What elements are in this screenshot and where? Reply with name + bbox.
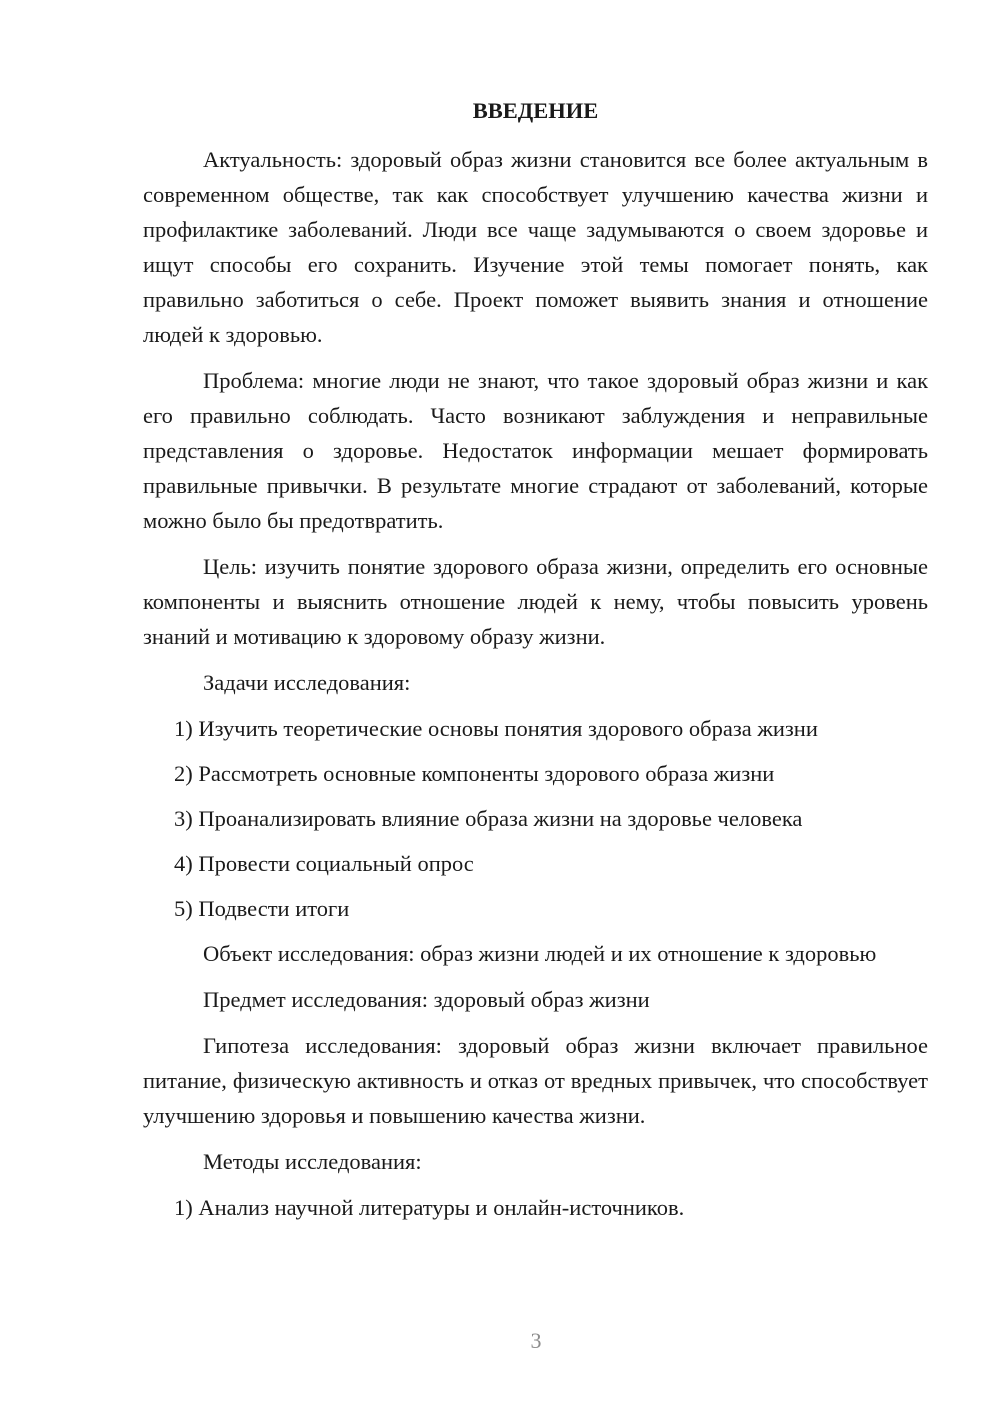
method-item: 1) Анализ научной литературы и онлайн-источников. (174, 1195, 685, 1220)
page-number: 3 (530, 1328, 542, 1353)
problem-paragraph: Проблема: многие люди не знают, что такое здоровый образ жизни и как его правильно соблюдать. Часто возникают заблуждения и неправильные представления о здоровье. Недостаток информации мешает формировать правильные привычки. В результате многие страдают от заболеваний, которые можно было бы предотвратить. (143, 368, 928, 533)
task-item: 1) Изучить теоретические основы понятия здорового образа жизни (174, 716, 818, 741)
relevance-paragraph: Актуальность: здоровый образ жизни становится все более актуальным в современном обществе, так как способствует улучшению качества жизни и профилактике заболеваний. Люди все чаще задумываются о своем здоровье и ищут способы его сохранить. Изучение этой темы помогает понять, как правильно заботиться о себе. Проект поможет выявить знания и отношение людей к здоровью. (143, 147, 928, 347)
task-item: 3) Проанализировать влияние образа жизни на здоровье человека (174, 806, 803, 831)
subject-paragraph: Предмет исследования: здоровый образ жизни (203, 987, 650, 1012)
goal-paragraph: Цель: изучить понятие здорового образа жизни, определить его основные компоненты и выяснить отношение людей к нему, чтобы повысить уровень знаний и мотивацию к здоровому образу жизни. (143, 554, 928, 649)
task-item: 5) Подвести итоги (174, 896, 350, 921)
object-paragraph: Объект исследования: образ жизни людей и их отношение к здоровью (203, 941, 877, 966)
document-body (143, 93, 928, 1235)
section-title: ВВЕДЕНИЕ (472, 98, 599, 123)
task-item: 4) Провести социальный опрос (174, 851, 474, 876)
tasks-heading: Задачи исследования: (203, 670, 411, 695)
methods-heading: Методы исследования: (203, 1149, 422, 1174)
task-item: 2) Рассмотреть основные компоненты здорового образа жизни (174, 761, 775, 786)
hypothesis-paragraph: Гипотеза исследования: здоровый образ жизни включает правильное питание, физическую активность и отказ от вредных привычек, что способствует улучшению здоровья и повышению качества жизни. (143, 1033, 928, 1128)
